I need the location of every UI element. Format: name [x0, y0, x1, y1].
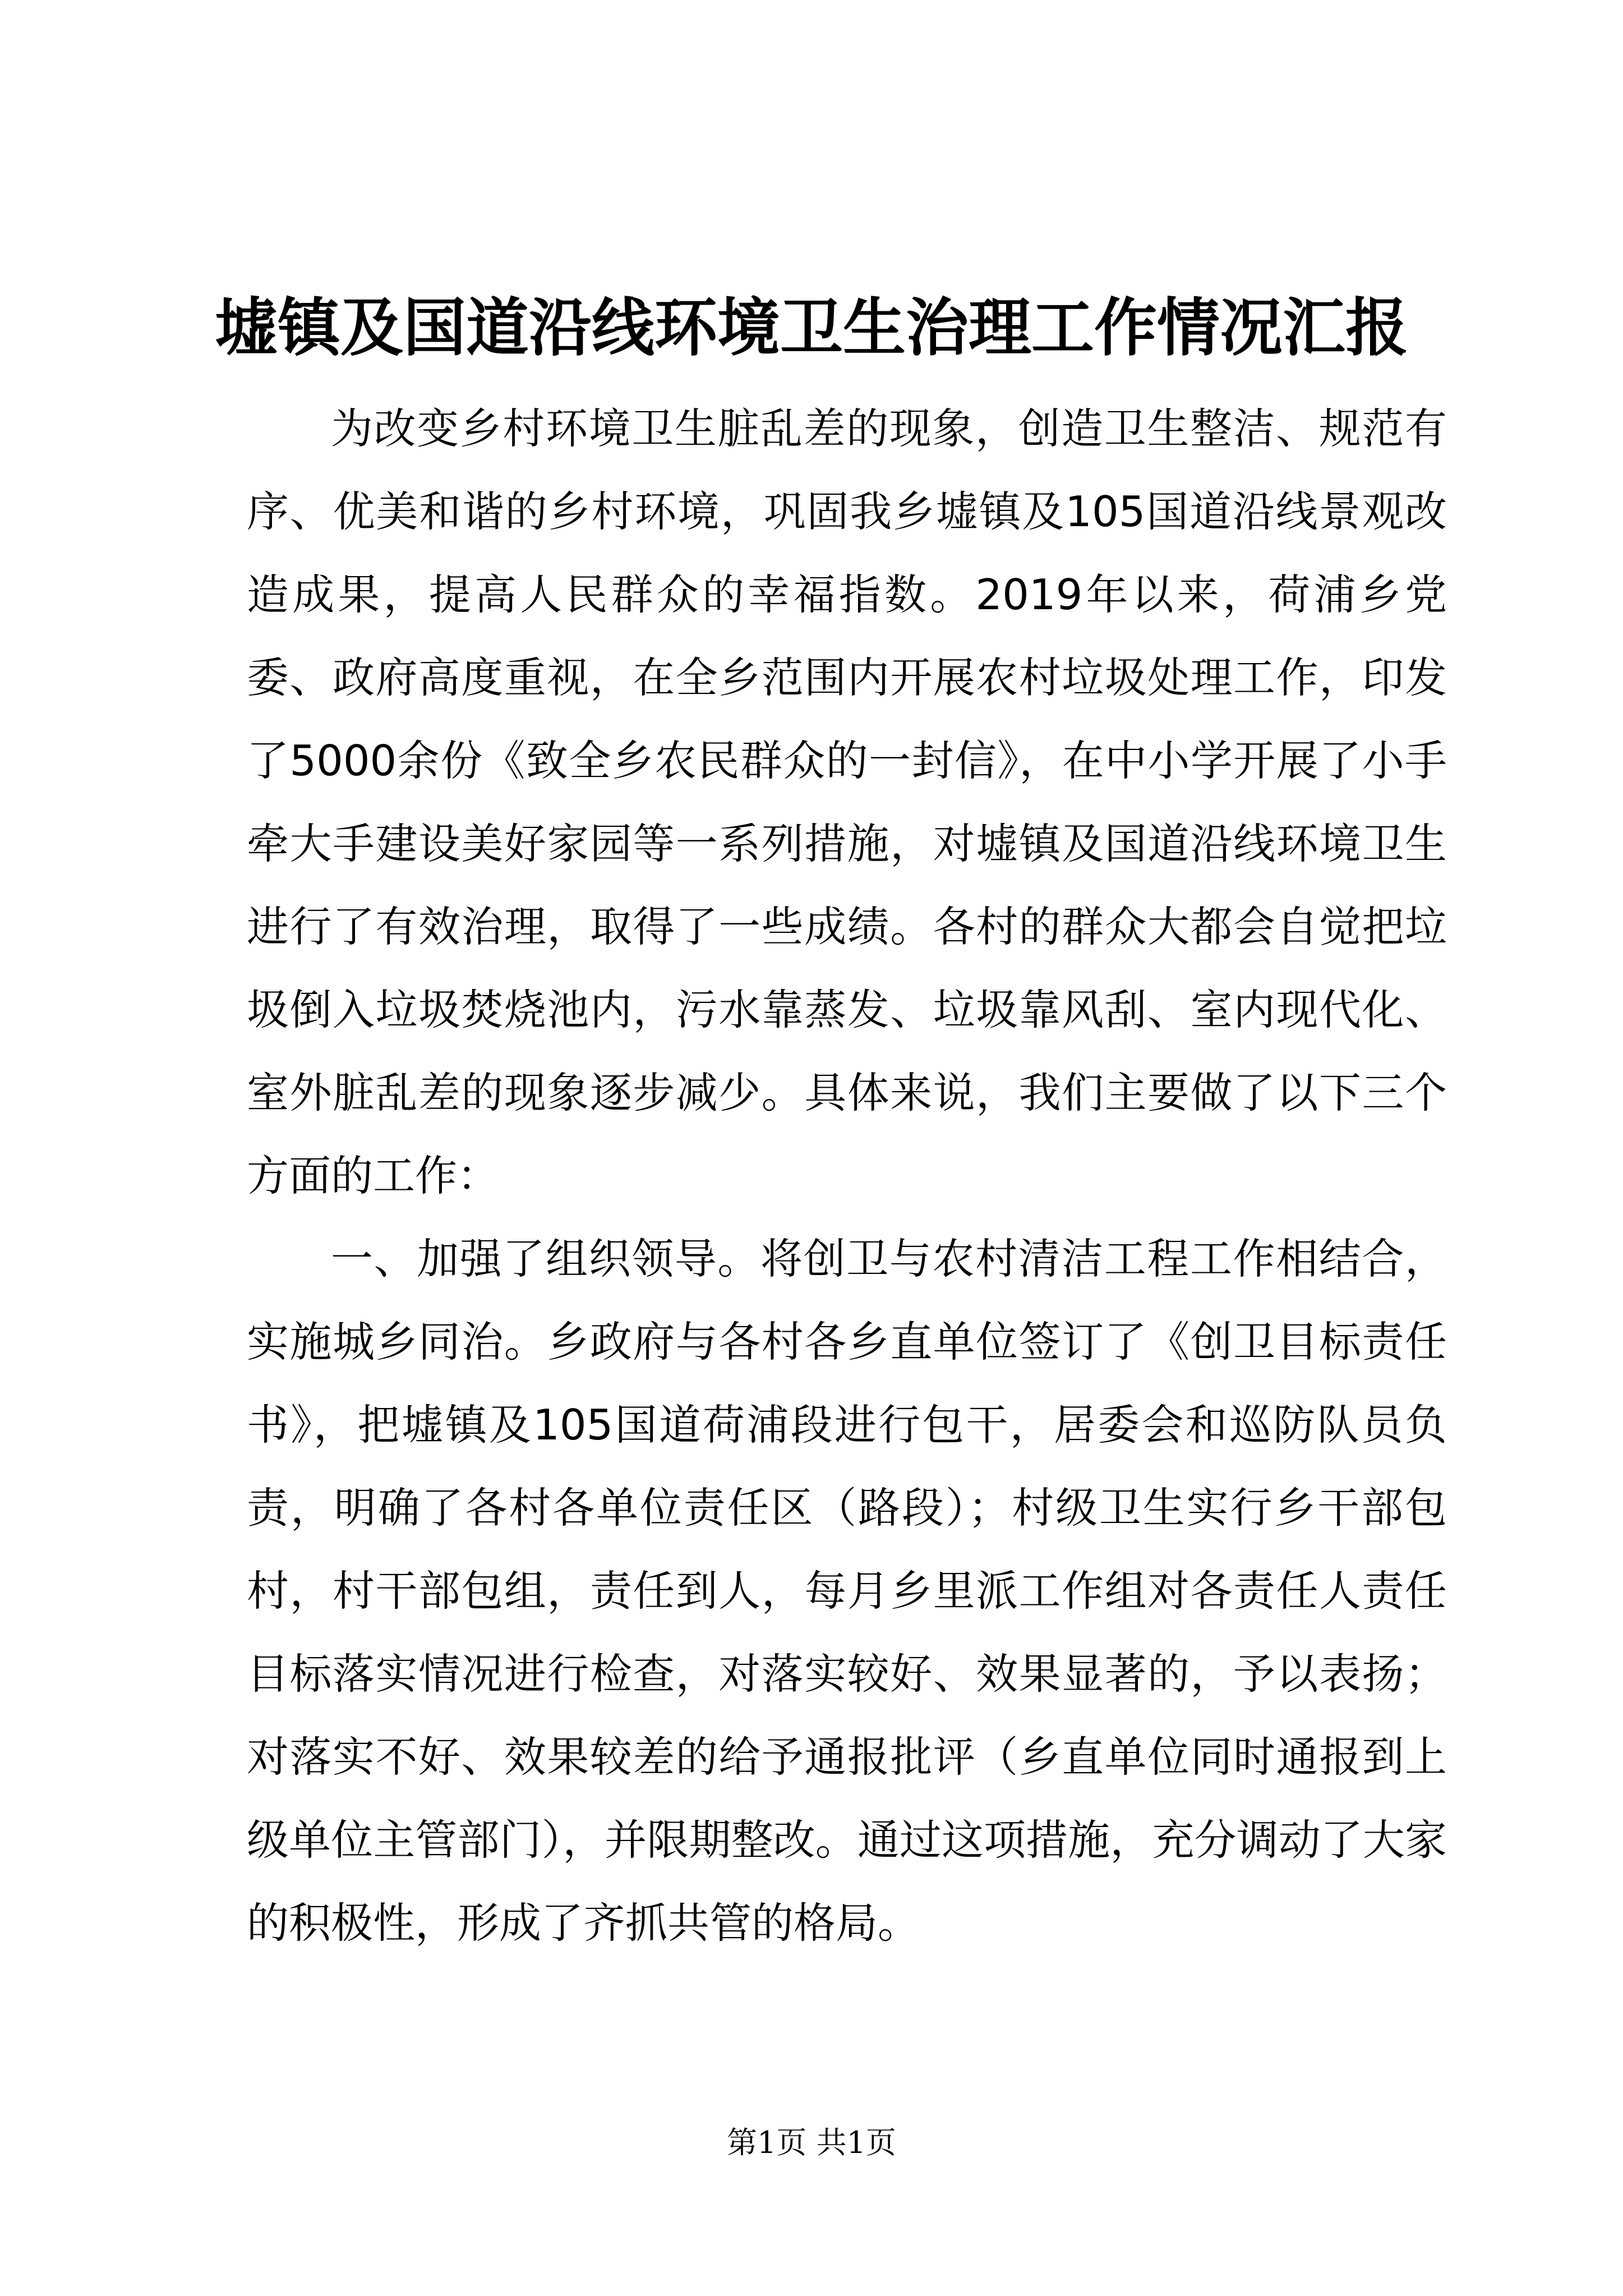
document-title: 墟镇及国道沿线环境卫生治理工作情况汇报 — [215, 291, 1408, 365]
paragraph-organization-leadership: 一、加强了组织领导。将创卫与农村清洁工程工作相结合，实施城乡同治。乡政府与各村各乡直单位签订了《创卫目标责任书》，把墟镇及105国道荷浦段进行包干，居委会和巡防队员负责，明确了各村各单位责任区（路段）；村级卫生实行乡干部包村，村干部包组，责任到人，每月乡里派工作组对各责任人责任目标落实情况进行检查，对落实较好、效果显著的，予以表扬；对落实不好、效果较差的给予通报批评（乡直单位同时通报到上级单位主管部门），并限期整改。通过这项措施，充分调动了大家的积极性，形成了齐抓共管的格局。 — [247, 1234, 1447, 1948]
page-footer: 第1页 共1页 — [727, 2125, 896, 2160]
document-body — [247, 387, 1447, 1964]
paragraph-intro: 为改变乡村环境卫生脏乱差的现象，创造卫生整洁、规范有序、优美和谐的乡村环境，巩固我乡墟镇及105国道沿线景观改造成果，提高人民群众的幸福指数。2019年以来，荷浦乡党委、政府高度重视，在全乡范围内开展农村垃圾处理工作，印发了5000余份《致全乡农民群众的一封信》，在中小学开展了小手牵大手建设美好家园等一系列措施，对墟镇及国道沿线环境卫生进行了有效治理，取得了一些成绩。各村的群众大都会自觉把垃圾倒入垃圾焚烧池内，污水靠蒸发、垃圾靠风刮、室内现代化、室外脏乱差的现象逐步减少。具体来说，我们主要做了以下三个方面的工作： — [247, 404, 1447, 1200]
